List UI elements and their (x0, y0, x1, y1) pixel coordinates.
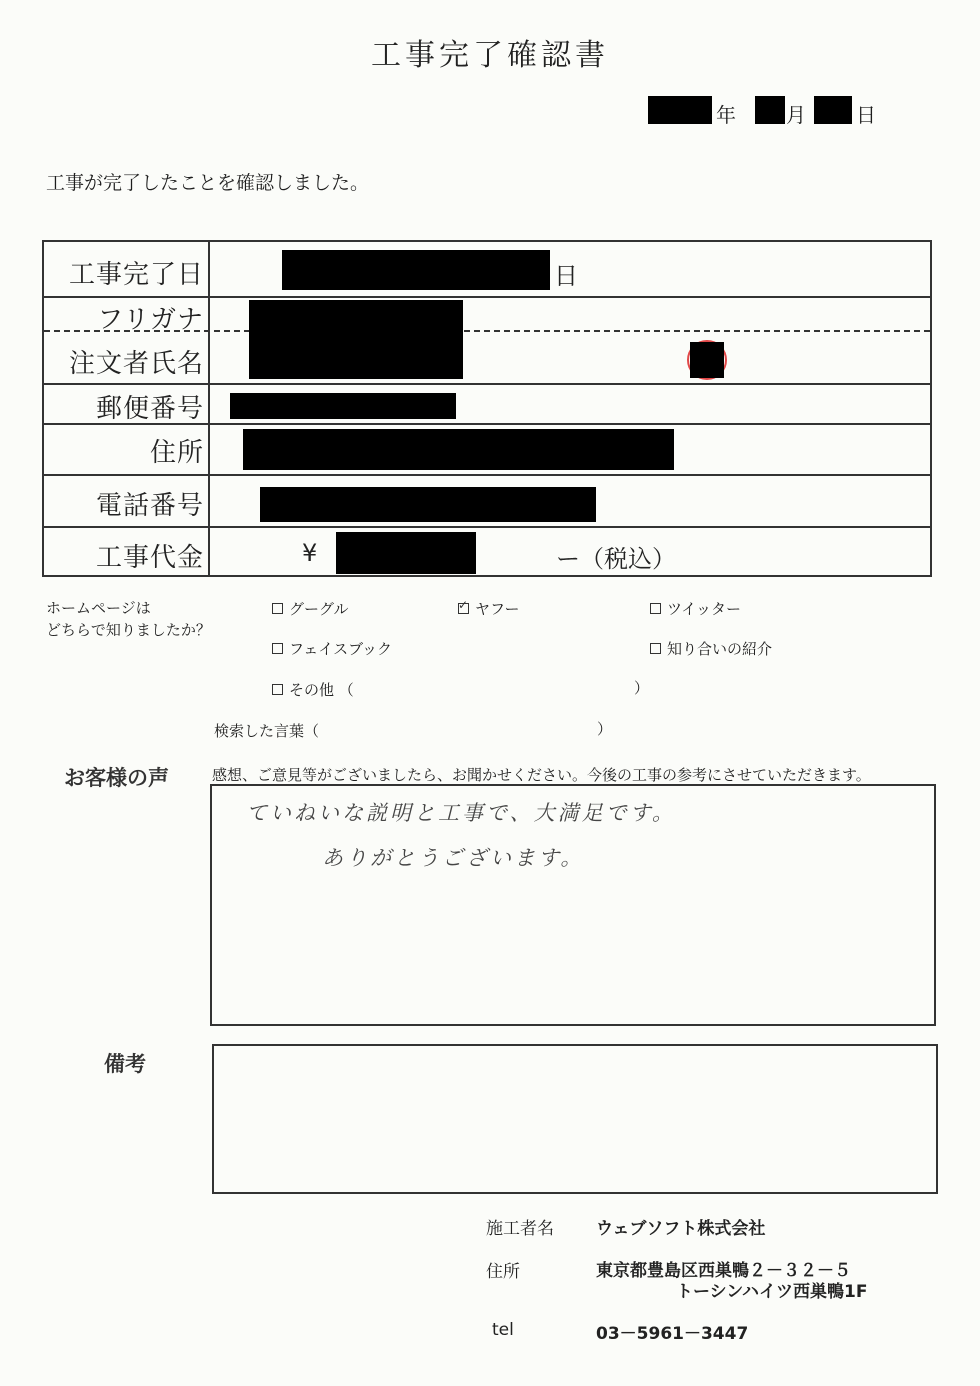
address-label: 住所 (149, 438, 204, 468)
furigana-label: フリガナ (97, 305, 204, 335)
redacted-year (648, 96, 712, 124)
option-facebook[interactable] (272, 638, 392, 659)
checkbox-acquaintance[interactable] (650, 643, 661, 654)
checkbox-facebook[interactable] (272, 643, 283, 654)
option-acquaintance-label: 知り合いの紹介 (667, 640, 773, 658)
row-separator (44, 296, 930, 298)
contractor-address-line1: 東京都豊島区西巣鴨２－３２－５ (596, 1261, 851, 1281)
month-label: 月 (786, 103, 806, 127)
row-separator (44, 526, 930, 528)
price-prefix: ¥ (302, 539, 318, 567)
contractor-tel-label: tel (492, 1320, 514, 1340)
redacted-address (243, 429, 674, 470)
postal-code-label: 郵便番号 (95, 394, 204, 424)
customer-name-label: 注文者氏名 (68, 349, 204, 379)
option-acquaintance[interactable] (650, 638, 772, 659)
feedback-label: お客様の声 (64, 766, 169, 790)
remarks-label: 備考 (104, 1052, 146, 1076)
checkbox-twitter[interactable] (650, 603, 661, 614)
option-google[interactable] (272, 598, 349, 619)
phone-label: 電話番号 (95, 491, 204, 521)
redacted-customer-name (249, 300, 463, 379)
search-words-label: 検索した言葉（ (214, 722, 320, 740)
redacted-day (814, 96, 852, 124)
option-twitter[interactable] (650, 598, 741, 619)
redacted-price (336, 532, 476, 574)
checkbox-other[interactable] (272, 684, 283, 695)
contractor-address-label: 住所 (486, 1262, 520, 1282)
completion-date-suffix: 日 (554, 262, 578, 290)
referral-question-line2: どちらで知りましたか？ (46, 621, 211, 639)
option-yahoo[interactable] (458, 598, 520, 619)
contractor-address-line2: トーシンハイツ西巣鴨1F (676, 1282, 868, 1302)
document-title: 工事完了確認書 (371, 38, 609, 73)
redacted-month (755, 96, 785, 124)
option-yahoo-label: ヤフー (475, 600, 520, 618)
feedback-note: 感想、ご意見等がございましたら、お聞かせください。今後の工事の参考にさせていただきます。 (212, 766, 871, 784)
option-other[interactable] (272, 679, 354, 700)
row-separator (44, 383, 930, 385)
option-facebook-label: フェイスブック (289, 640, 393, 658)
completion-date-label: 工事完了日 (68, 260, 204, 290)
contractor-name: ウェブソフト株式会社 (596, 1219, 766, 1239)
contractor-tel: 03－5961－3447 (596, 1324, 749, 1344)
contractor-name-label: 施工者名 (486, 1219, 554, 1239)
search-words-close: ） (597, 720, 613, 738)
redacted-completion-date (282, 250, 550, 290)
option-twitter-label: ツイッター (667, 600, 741, 618)
referral-question (46, 597, 211, 641)
remarks-box (212, 1044, 938, 1194)
row-separator (44, 474, 930, 476)
price-suffix: ー（税込） (556, 545, 676, 573)
redacted-phone (260, 487, 596, 522)
feedback-handwritten-line1: ていねいな説明と工事で、大満足です。 (246, 801, 676, 825)
redacted-seal (690, 342, 724, 378)
checkbox-yahoo[interactable] (458, 603, 469, 614)
feedback-handwritten-line2: ありがとうございます。 (322, 846, 585, 870)
referral-question-line1: ホームページは (46, 599, 151, 617)
year-label: 年 (716, 103, 736, 127)
option-google-label: グーグル (289, 600, 349, 618)
checkbox-google[interactable] (272, 603, 283, 614)
price-label: 工事代金 (95, 543, 204, 573)
option-other-label: その他 （ (289, 681, 354, 699)
day-label: 日 (856, 103, 876, 127)
intro-text: 工事が完了したことを確認しました。 (46, 172, 370, 194)
redacted-postal-code (230, 393, 456, 419)
order-info-table (42, 240, 932, 577)
option-other-close: ） (634, 679, 650, 697)
